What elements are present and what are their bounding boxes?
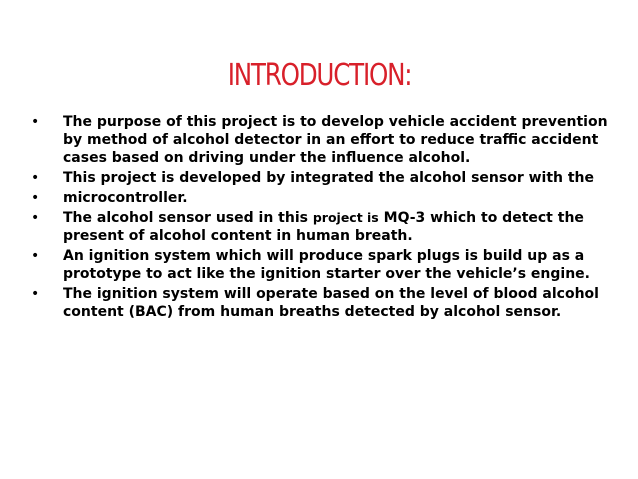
slide-title: INTRODUCTION: [227,58,412,93]
list-item [31,189,621,207]
bullet-icon: • [31,190,40,206]
list-item [31,247,621,283]
bullet-icon: • [31,210,40,226]
bullet-text: This project is developed by integrated the alcohol sensor with the [63,170,595,186]
list-item [31,169,621,187]
bullet-text-small-run: project is [312,210,379,225]
bullet-text: An ignition system which will produce spark plugs is build up as a prototype to act like the ignition starter over the vehicle’s engine. [63,248,590,282]
bullet-text: microcontroller. [63,190,188,206]
bullet-text-suffix: MQ-3 which to detect the present of alcohol content in human breath. [63,210,584,244]
bullet-text [63,210,584,244]
bullet-icon: • [31,248,40,264]
list-item [31,113,621,167]
bullet-text-prefix: The alcohol sensor used in this [63,210,313,226]
bullet-icon: • [31,170,40,186]
list-item [31,209,621,245]
list-item [31,285,621,321]
bullet-list [31,113,621,323]
bullet-icon: • [31,114,40,130]
bullet-text: The ignition system will operate based on the level of blood alcohol content (BAC) from human breaths detected by alcohol sensor. [63,286,599,320]
bullet-icon: • [31,286,40,302]
bullet-text: The purpose of this project is to develop vehicle accident prevention by method of alcohol detector in an effort to reduce traffic accident cases based on driving under the influence alcohol. [63,114,608,166]
